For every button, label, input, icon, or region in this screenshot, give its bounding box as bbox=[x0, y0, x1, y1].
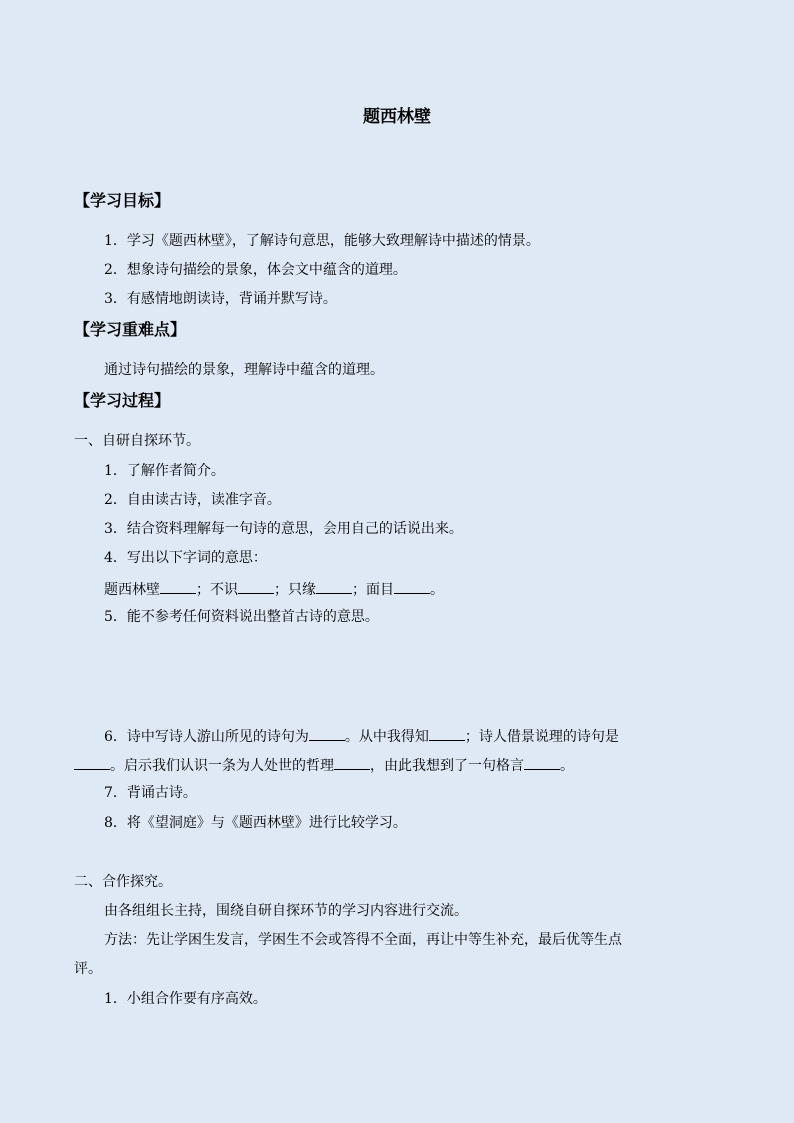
objectives-heading: 【学习目标】 bbox=[74, 191, 171, 210]
fill-term-3: ；只缘 bbox=[274, 582, 316, 598]
process-heading: 【学习过程】 bbox=[74, 391, 171, 410]
part1-item-3: 3．结合资料理解每一句诗的意思，会用自己的话说出来。 bbox=[104, 521, 463, 537]
part1-item-6-continued bbox=[74, 755, 574, 775]
fill-blank-1[interactable] bbox=[160, 579, 196, 594]
item6-text-3: ；诗人借景说理的诗句是 bbox=[464, 729, 619, 745]
part1-item-6 bbox=[104, 726, 619, 746]
item6-text-5: ，由此我想到了一句格言 bbox=[370, 758, 524, 774]
part1-item-2: 2．自由读古诗，读准字音。 bbox=[104, 492, 281, 508]
fill-blank-2[interactable] bbox=[238, 579, 274, 594]
objective-item-1: 1．学习《题西林壁》，了解诗句意思，能够大致理解诗中描述的情景。 bbox=[104, 233, 540, 249]
item6-text-4: 。启示我们认识一条为人处世的哲理 bbox=[110, 758, 334, 774]
part2-item-1: 1．小组合作要有序高效。 bbox=[104, 991, 267, 1007]
item6-blank-1[interactable] bbox=[309, 726, 345, 741]
fill-term-2: ；不识 bbox=[196, 582, 238, 598]
fill-blank-3[interactable] bbox=[316, 579, 352, 594]
key-points-heading: 【学习重难点】 bbox=[74, 320, 187, 339]
part2-intro: 由各组组长主持，围绕自研自探环节的学习内容进行交流。 bbox=[104, 903, 468, 919]
page-title: 题西林壁 bbox=[363, 107, 431, 127]
fill-term-4: ；面目 bbox=[352, 582, 394, 598]
part2-method-line2: 评。 bbox=[74, 961, 102, 977]
part2-title: 二、合作探究。 bbox=[74, 874, 172, 890]
fill-term-5: 。 bbox=[430, 582, 444, 598]
item6-text-2: 。从中我得知 bbox=[344, 729, 429, 745]
item6-text-6: 。 bbox=[560, 758, 574, 774]
fill-term-1: 题西林壁 bbox=[104, 582, 160, 598]
part1-item-1: 1．了解作者简介。 bbox=[104, 463, 225, 479]
objective-item-3: 3．有感情地朗读诗，背诵并默写诗。 bbox=[104, 291, 337, 307]
key-points-text: 通过诗句描绘的景象，理解诗中蕴含的道理。 bbox=[104, 362, 384, 378]
fill-blank-4[interactable] bbox=[394, 579, 430, 594]
part1-item-7: 7．背诵古诗。 bbox=[104, 785, 197, 801]
part1-item-5: 5．能不参考任何资料说出整首古诗的意思。 bbox=[104, 609, 379, 625]
objective-item-2: 2．想象诗句描绘的景象，体会文中蕴含的道理。 bbox=[104, 262, 407, 278]
item6-blank-4[interactable] bbox=[334, 755, 370, 770]
part1-title: 一、自研自探环节。 bbox=[74, 433, 200, 449]
item6-blank-2[interactable] bbox=[429, 726, 465, 741]
item6-blank-5[interactable] bbox=[524, 755, 560, 770]
part1-item-8: 8．将《望洞庭》与《题西林壁》进行比较学习。 bbox=[104, 815, 407, 831]
fill-in-terms-line bbox=[104, 579, 444, 599]
part1-item-4: 4．写出以下字词的意思： bbox=[104, 550, 267, 566]
item6-blank-3[interactable] bbox=[74, 755, 110, 770]
part2-method-line1: 方法：先让学困生发言，学困生不会或答得不全面，再让中等生补充，最后优等生点 bbox=[104, 932, 622, 948]
item6-text-1: 6．诗中写诗人游山所见的诗句为 bbox=[104, 729, 309, 745]
